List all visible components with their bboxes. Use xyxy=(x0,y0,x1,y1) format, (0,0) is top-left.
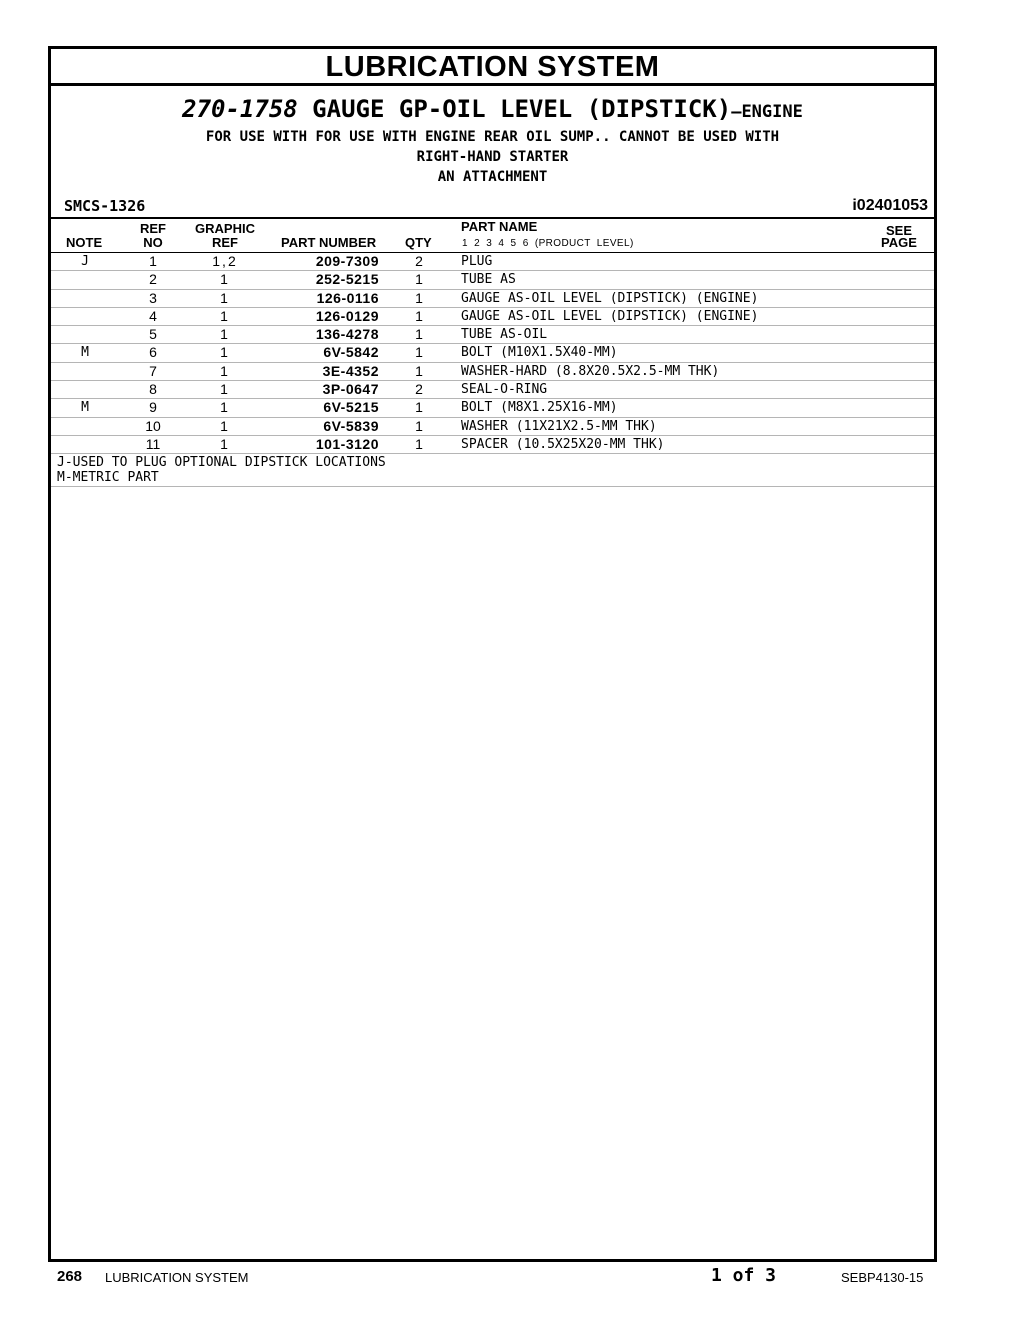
group-description-line: RIGHT-HAND STARTER xyxy=(416,149,569,165)
row-part-name: SEAL-O-RING xyxy=(461,382,548,398)
col-note: NOTE xyxy=(66,235,103,250)
col-part-number: PART NUMBER xyxy=(281,235,377,250)
col-ref-no: NO xyxy=(143,235,163,250)
row-qty: 1 xyxy=(415,307,423,324)
row-qty: 1 xyxy=(415,362,423,379)
parts-table-body xyxy=(51,253,934,454)
table-row xyxy=(51,326,934,344)
document-number: SEBP4130-15 xyxy=(841,1270,924,1285)
col-product-levels: 1 2 3 4 5 6 (PRODUCT LEVEL) xyxy=(462,238,634,249)
table-row xyxy=(51,399,934,417)
page-footer xyxy=(0,1264,1020,1288)
group-header xyxy=(51,86,934,187)
row-qty: 1 xyxy=(415,435,423,452)
notes-block xyxy=(51,454,934,487)
row-part-number: 101-3120 xyxy=(315,435,379,452)
table-row xyxy=(51,253,934,271)
group-description-line: AN ATTACHMENT xyxy=(437,169,548,185)
row-note: M xyxy=(81,345,89,361)
row-part-number: 3P-0647 xyxy=(322,381,379,398)
row-part-name: SPACER (10.5X25X20-MM THK) xyxy=(461,436,665,452)
row-ref-no: 2 xyxy=(149,271,157,288)
col-graphic-ref: REF xyxy=(212,235,238,250)
row-part-name: GAUGE AS-OIL LEVEL (DIPSTICK) (ENGINE) xyxy=(461,308,759,324)
group-suffix: –ENGINE xyxy=(731,102,803,122)
row-part-number: 6V-5215 xyxy=(323,399,379,416)
row-part-number: 136-4278 xyxy=(315,326,379,343)
row-ref-no: 3 xyxy=(149,289,157,306)
row-part-number: 209-7309 xyxy=(315,253,379,269)
row-graphic-ref: 1 xyxy=(220,435,230,452)
group-title xyxy=(51,94,934,127)
row-qty: 2 xyxy=(415,381,423,398)
col-see-page: SEE xyxy=(885,223,912,238)
table-row xyxy=(51,436,934,454)
row-part-name: GAUGE AS-OIL LEVEL (DIPSTICK) (ENGINE) xyxy=(461,290,759,306)
illustration-id: i02401053 xyxy=(852,197,928,214)
table-row xyxy=(51,344,934,362)
row-qty: 1 xyxy=(415,326,423,343)
row-graphic-ref: 1 xyxy=(220,326,230,343)
row-qty: 1 xyxy=(415,289,423,306)
table-row xyxy=(51,381,934,399)
section-title: LUBRICATION SYSTEM xyxy=(51,49,934,86)
row-graphic-ref: 1 xyxy=(220,362,230,379)
row-graphic-ref: 1 xyxy=(220,344,230,361)
row-qty: 1 xyxy=(415,271,423,288)
table-row xyxy=(51,418,934,436)
col-qty: QTY xyxy=(405,235,432,250)
note-line: M-METRIC PART xyxy=(57,470,159,486)
row-part-name: BOLT (M10X1.5X40-MM) xyxy=(461,345,618,361)
table-row xyxy=(51,271,934,289)
row-part-number: 252-5215 xyxy=(315,271,379,288)
col-part-name: PART NAME xyxy=(461,219,538,234)
col-ref-no: REF xyxy=(140,221,166,236)
table-row xyxy=(51,290,934,308)
row-ref-no: 10 xyxy=(145,417,161,434)
row-ref-no: 7 xyxy=(149,362,157,379)
col-graphic-ref: GRAPHIC xyxy=(195,221,255,236)
page-of-indicator: 1 of 3 xyxy=(711,1265,777,1286)
row-part-name: TUBE AS xyxy=(461,272,516,288)
row-part-number: 126-0116 xyxy=(316,289,379,306)
row-part-name: TUBE AS-OIL xyxy=(461,327,548,343)
page-frame xyxy=(48,46,937,1262)
row-ref-no: 6 xyxy=(149,344,157,361)
row-part-name: WASHER (11X21X2.5-MM THK) xyxy=(461,418,657,434)
row-part-name: BOLT (M8X1.25X16-MM) xyxy=(461,400,618,416)
footer-section: LUBRICATION SYSTEM xyxy=(105,1270,249,1285)
row-ref-no: 5 xyxy=(149,326,157,343)
row-qty: 1 xyxy=(415,417,423,434)
row-part-number: 6V-5842 xyxy=(323,344,379,361)
group-description-line: FOR USE WITH FOR USE WITH ENGINE REAR OIL SUMP.. CANNOT BE USED WITH xyxy=(205,129,780,145)
row-ref-no: 9 xyxy=(149,399,157,416)
note-line: J-USED TO PLUG OPTIONAL DIPSTICK LOCATIONS xyxy=(57,455,386,471)
row-graphic-ref: 1 xyxy=(220,307,230,324)
row-part-name: WASHER-HARD (8.8X20.5X2.5-MM THK) xyxy=(461,363,720,379)
row-graphic-ref: 1 xyxy=(220,271,230,288)
row-part-number: 6V-5839 xyxy=(323,417,379,434)
row-part-name: PLUG xyxy=(461,254,493,269)
row-qty: 2 xyxy=(415,253,423,269)
col-see-page: PAGE xyxy=(881,235,917,250)
row-part-number: 3E-4352 xyxy=(322,362,379,379)
row-ref-no: 11 xyxy=(145,435,161,452)
row-graphic-ref: 1 xyxy=(220,417,230,434)
table-row xyxy=(51,363,934,381)
smcs-code: SMCS-1326 xyxy=(64,197,146,215)
row-graphic-ref: 1 xyxy=(220,289,230,306)
row-ref-no: 1 xyxy=(149,253,157,269)
row-ref-no: 4 xyxy=(149,307,157,324)
row-note: M xyxy=(81,400,89,416)
row-ref-no: 8 xyxy=(149,381,157,398)
table-row xyxy=(51,308,934,326)
group-name: GAUGE GP-OIL LEVEL (DIPSTICK) xyxy=(312,95,732,123)
column-header xyxy=(51,217,934,253)
row-qty: 1 xyxy=(415,399,423,416)
row-qty: 1 xyxy=(415,344,423,361)
row-graphic-ref: 1 xyxy=(220,381,230,398)
group-part-number: 270-1758 xyxy=(182,95,298,123)
row-part-number: 126-0129 xyxy=(315,307,379,324)
row-graphic-ref: 1 xyxy=(220,399,230,416)
page-number: 268 xyxy=(57,1268,83,1285)
row-note: J xyxy=(81,254,89,269)
id-line xyxy=(51,195,934,217)
row-graphic-ref: 1,2 xyxy=(212,253,238,269)
